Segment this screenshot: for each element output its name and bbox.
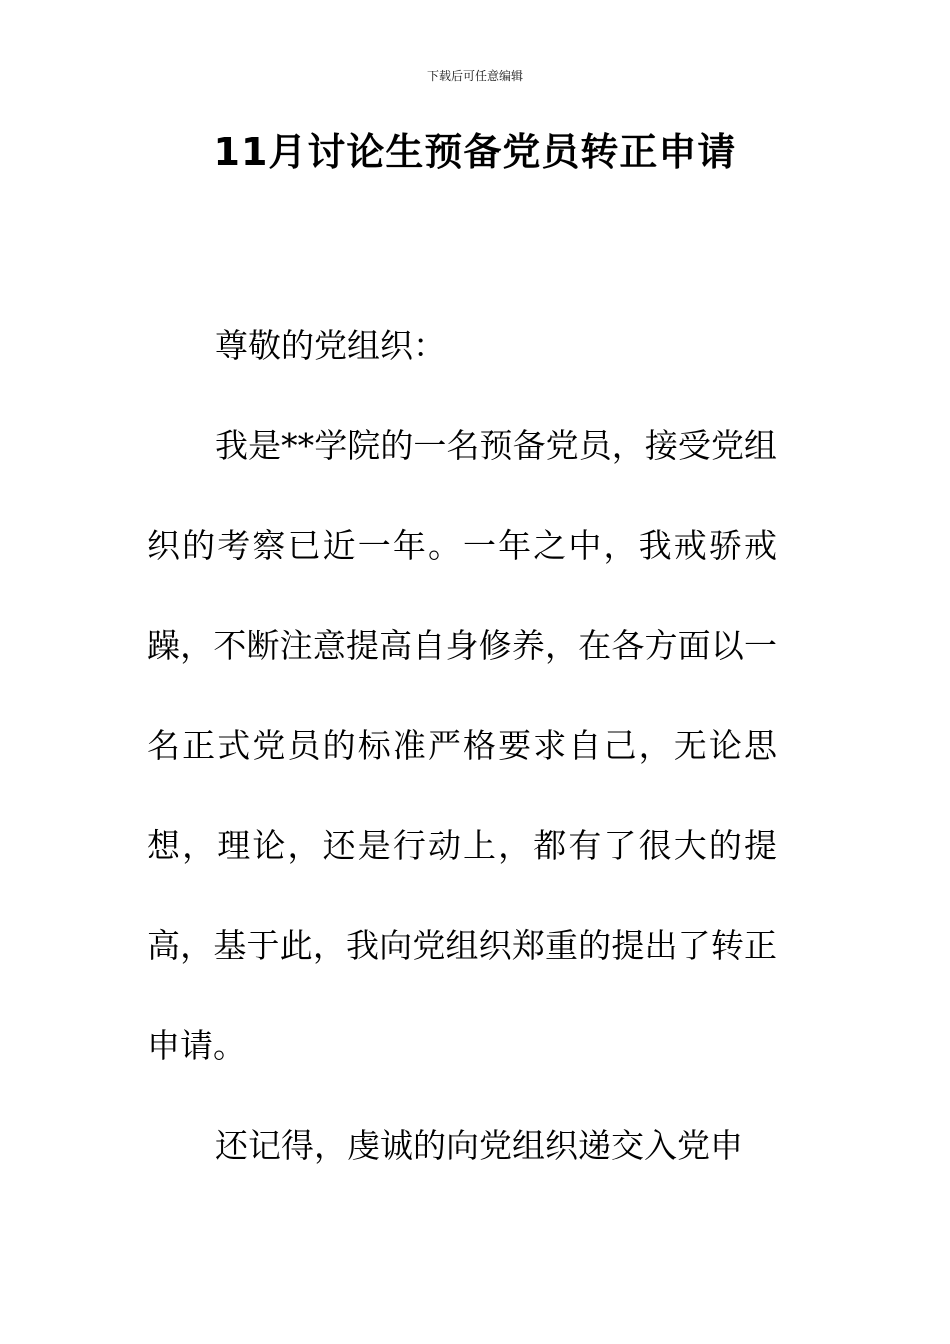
salutation: 尊敬的党组织： (215, 326, 446, 365)
document-title: 11月讨论生预备党员转正申请 (213, 130, 737, 174)
paragraph-2: 还记得，虔诚的向党组织递交入党申 (215, 1126, 743, 1165)
document-body (147, 296, 777, 1196)
header-note: 下载后可任意编辑 (426, 69, 523, 83)
paragraph-1: 我是**学院的一名预备党员，接受党组织的考察已近一年。一年之中，我戒骄戒躁，不断注意提高自身修养，在各方面以一名正式党员的标准严格要求自己，无论思想，理论，还是行动上，都有了很大的提高，基于此，我向党组织郑重的提出了转正申请。 (147, 426, 777, 1065)
